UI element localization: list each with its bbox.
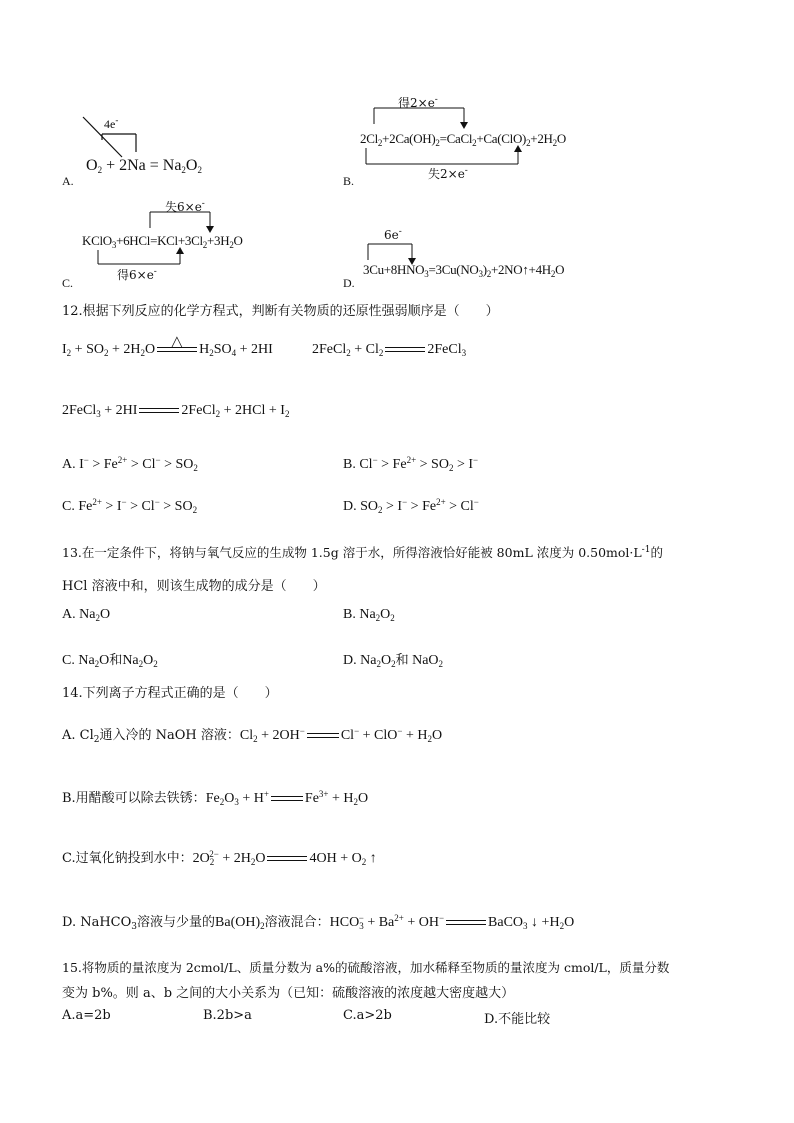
option-a-equation: $O_2 + 2Na = Na_2O_2$: [86, 157, 202, 175]
q13-option-a: A. $Na_2O$: [62, 607, 111, 623]
q12-reaction-1: $I_2 + SO_2 + 2H_2O$ △ $H_2SO_4 + 2HI$: [62, 334, 273, 358]
q15-stem-line1: 15.将物质的量浓度为 2cmol/L、质量分数为 a%的硫酸溶液，加水稀释至物质的量浓度为 cmol/L，质量分数: [62, 960, 670, 975]
option-b-lose: 失2×e-: [428, 166, 468, 181]
q12-option-b: B. $Cl^- > Fe^{2+} > SO_2 > I^-$: [343, 455, 479, 473]
q14-option-d: D. NaHCO$_3$溶液与少量的$Ba(OH)_2$溶液混合：$HCO_3^- + Ba^{2+} + OH^-$ BaCO$_3$ ↓ $+H_2O$: [62, 913, 575, 932]
option-c-lose: 失6×e-: [165, 199, 205, 214]
q15-stem-line2: 变为 b%。则 a、b 之间的大小关系为（已知：硫酸溶液的浓度越大密度越大）: [62, 986, 515, 1001]
q13-stem-line1: 13.在一定条件下，将钠与氧气反应的生成物 1.5g 溶于水，所得溶液恰好能被 80mL 浓度为 $0.50mol\cdot L^{-1}$的: [62, 545, 663, 560]
option-d-label: D.: [343, 276, 355, 290]
option-b-equation: $2Cl_2+2Ca(OH)_2=CaCl_2+Ca(ClO)_2+2H_2O$: [360, 131, 566, 148]
q14-option-c: C.过氧化钠投到水中：$2O_2^{2-} + 2H_2O$ $4OH + O_2$ ↑: [62, 849, 377, 867]
option-c-label: C.: [62, 276, 74, 290]
q12-option-a: A. $I^- > Fe^{2+} > Cl^- > SO_2$: [62, 455, 198, 473]
option-c-gain: 得6×e-: [117, 267, 157, 282]
q13-stem-line2: HCl 溶液中和，则该生成物的成分是（ ）: [62, 579, 326, 594]
q14-stem: 14.下列离子方程式正确的是（ ）: [62, 686, 278, 701]
q13-option-c: C. $Na_2O$和$Na_2O_2$: [62, 653, 158, 669]
q12-stem: 12.根据下列反应的化学方程式，判断有关物质的还原性强弱顺序是（ ）: [62, 304, 499, 319]
option-b-label: B.: [343, 174, 355, 188]
option-a-label: A.: [62, 174, 74, 188]
q12-reaction-2: 2FeCl$_2$ + $Cl_2$ 2FeCl$_3$: [312, 342, 467, 358]
q14-option-a: A. $Cl_2$通入冷的 NaOH 溶液：$Cl_2 + 2OH^-$ $Cl^- + ClO^- + H_2O$: [62, 726, 443, 745]
q13-option-d: D. $Na_2O_2$和 NaO$_2$: [343, 653, 444, 669]
option-d-electrons: 6e-: [384, 227, 402, 242]
q13-option-b: B. $Na_2O_2$: [343, 607, 395, 623]
q15-option-a: A.a=2b: [62, 1008, 111, 1023]
q15-option-c: C.a>2b: [343, 1008, 392, 1023]
q15-option-b: B.2b>a: [203, 1008, 252, 1023]
option-b-gain: 得2×e-: [398, 95, 438, 110]
option-c-equation: $KClO_3+6HCl=KCl+3Cl_2+3H_2O$: [82, 233, 243, 250]
q15-option-d: D.不能比较: [484, 1012, 551, 1027]
option-d-equation: $3Cu+8HNO_3=3Cu(NO_3)_2+2NO↑+4H_2O$: [363, 262, 565, 279]
q12-option-d: D. $SO_2 > I^- > Fe^{2+} > Cl^-$: [343, 497, 479, 515]
heat-triangle: △: [171, 334, 183, 351]
q12-reaction-3: 2FeCl$_3$ + 2HI 2FeCl$_2$ + $2HCl + I_2$: [62, 403, 290, 419]
q14-option-b: B.用醋酸可以除去铁锈：$Fe_2O_3 + H^+$ $Fe^{3+} + H_2O$: [62, 789, 369, 807]
q12-option-c: C. $Fe^{2+} > I^- > Cl^- > SO_2$: [62, 497, 198, 515]
option-a-electrons: 4e-: [104, 115, 119, 131]
